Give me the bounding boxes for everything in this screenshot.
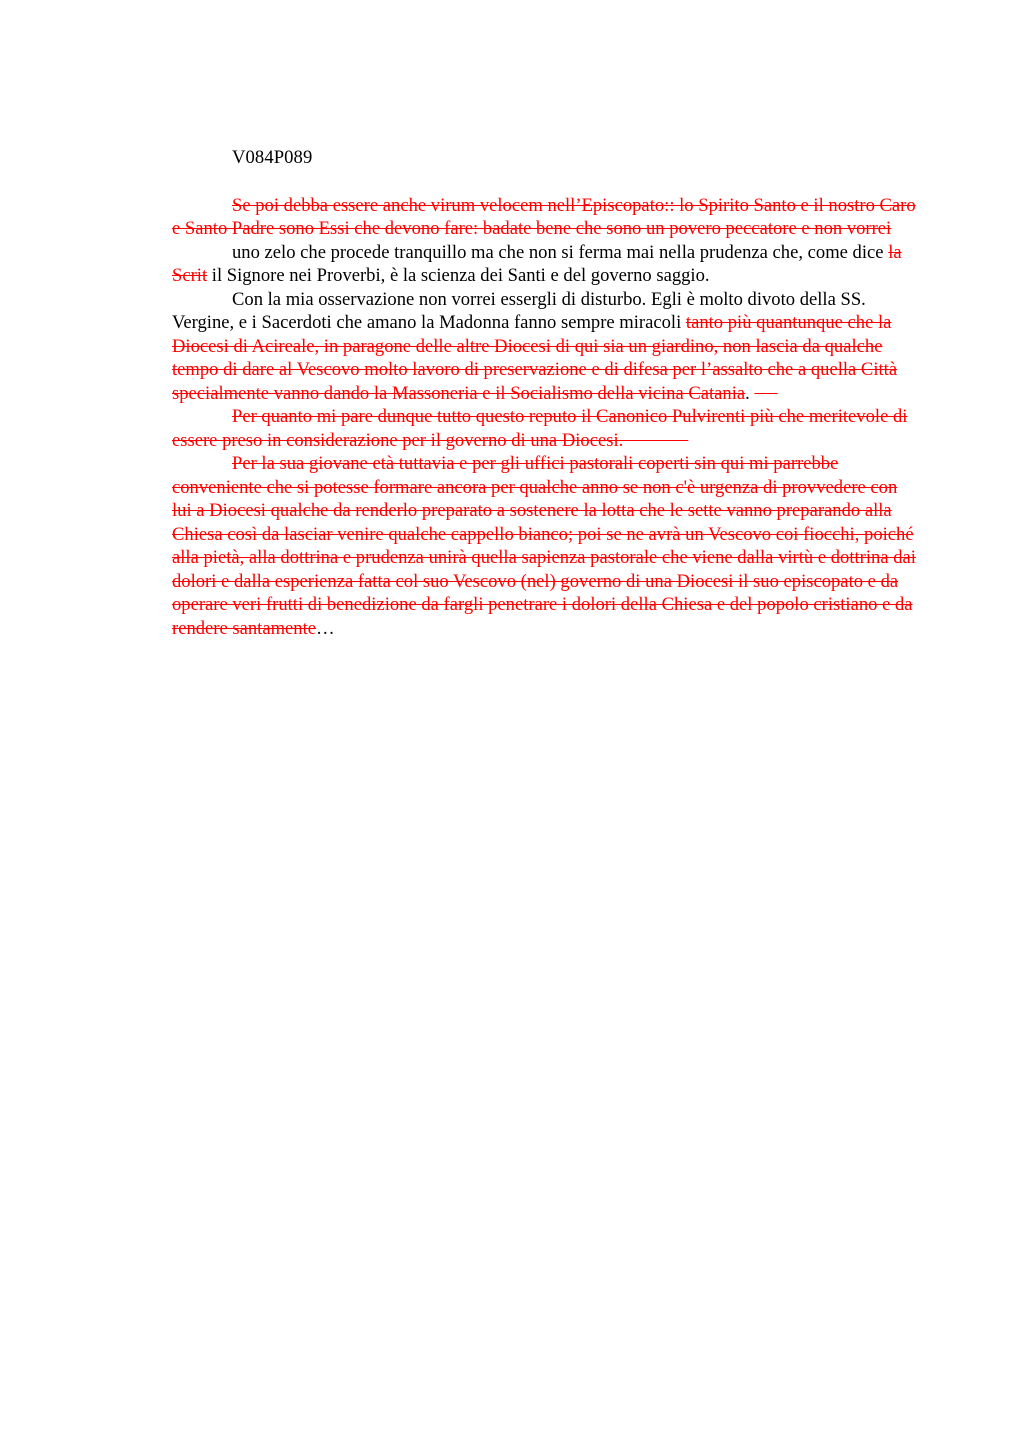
paragraph-1 (172, 194, 920, 241)
body-text: Con la mia osservazione non vorrei essergli di disturbo. Egli è molto divoto della SS. Vergine, e i Sacerdoti che amano la Madonna fanno sempre miracoli (172, 288, 866, 333)
body-text: . (745, 382, 755, 404)
document-reference-code: V084P089 (232, 147, 313, 168)
document-body (172, 146, 920, 640)
body-text: il Signore nei Proverbi, è la scienza dei Santi e del governo saggio. (207, 265, 710, 286)
paragraph-5 (172, 452, 920, 640)
deleted-filler (754, 383, 777, 404)
body-text: uno zelo che procede tranquillo ma che non si ferma mai nella prudenza che, come dice (232, 241, 889, 263)
deleted-text: Se poi debba essere anche virum velocem nell’Episcopato:: lo Spirito Santo e il nostro Caro e Santo Padre sono Essi che devono fare: badate bene che sono un povero peccatore e non vorrei (172, 194, 916, 239)
paragraph-3 (172, 288, 920, 406)
deleted-text: Per la sua giovane età tuttavia e per gli uffici pastorali coperti sin qui mi parrebbe conveniente che si potesse formare ancora per qualche anno se non c'è urgenza di provvedere con lui a Diocesi qualche da renderlo preparato a sostenere la lotta che le sette vanno preparando alla Chiesa così da lasciar venire qualche cappello bianco; poi se ne avrà un Vescovo coi fiocchi, poiché alla pietà, alla dottrina e prudenza unirà quella sapienza pastorale che viene dalla virtù e dottrina dai dolori e dalla esperienza fatta col suo Vescovo (nel) governo di una Diocesi il suo episcopato e da operare veri frutti di benedizione da fargli penetrare i dolori della Chiesa e del popolo cristiano e da rendere santamente (172, 453, 916, 639)
paragraph-2 (172, 241, 920, 288)
deleted-text: Per quanto mi pare dunque tutto questo reputo il Canonico Pulvirenti più che meritevole di essere preso in considerazione per il governo di una Diocesi. (172, 406, 908, 451)
deleted-text: la Scrit (172, 241, 902, 286)
ellipsis: … (316, 617, 335, 639)
deleted-text: tanto più quantunque che la Diocesi di Acireale, in paragone delle altre Diocesi di qui sia un giardino, non lascia da qualche tempo di dare al Vescovo molto lavoro di preservazione e di difesa per l’assalto che a quella Città specialmente vanno dando la Massoneria e il Socialismo della vicina Catania (172, 312, 898, 404)
paragraph-4 (172, 405, 920, 452)
